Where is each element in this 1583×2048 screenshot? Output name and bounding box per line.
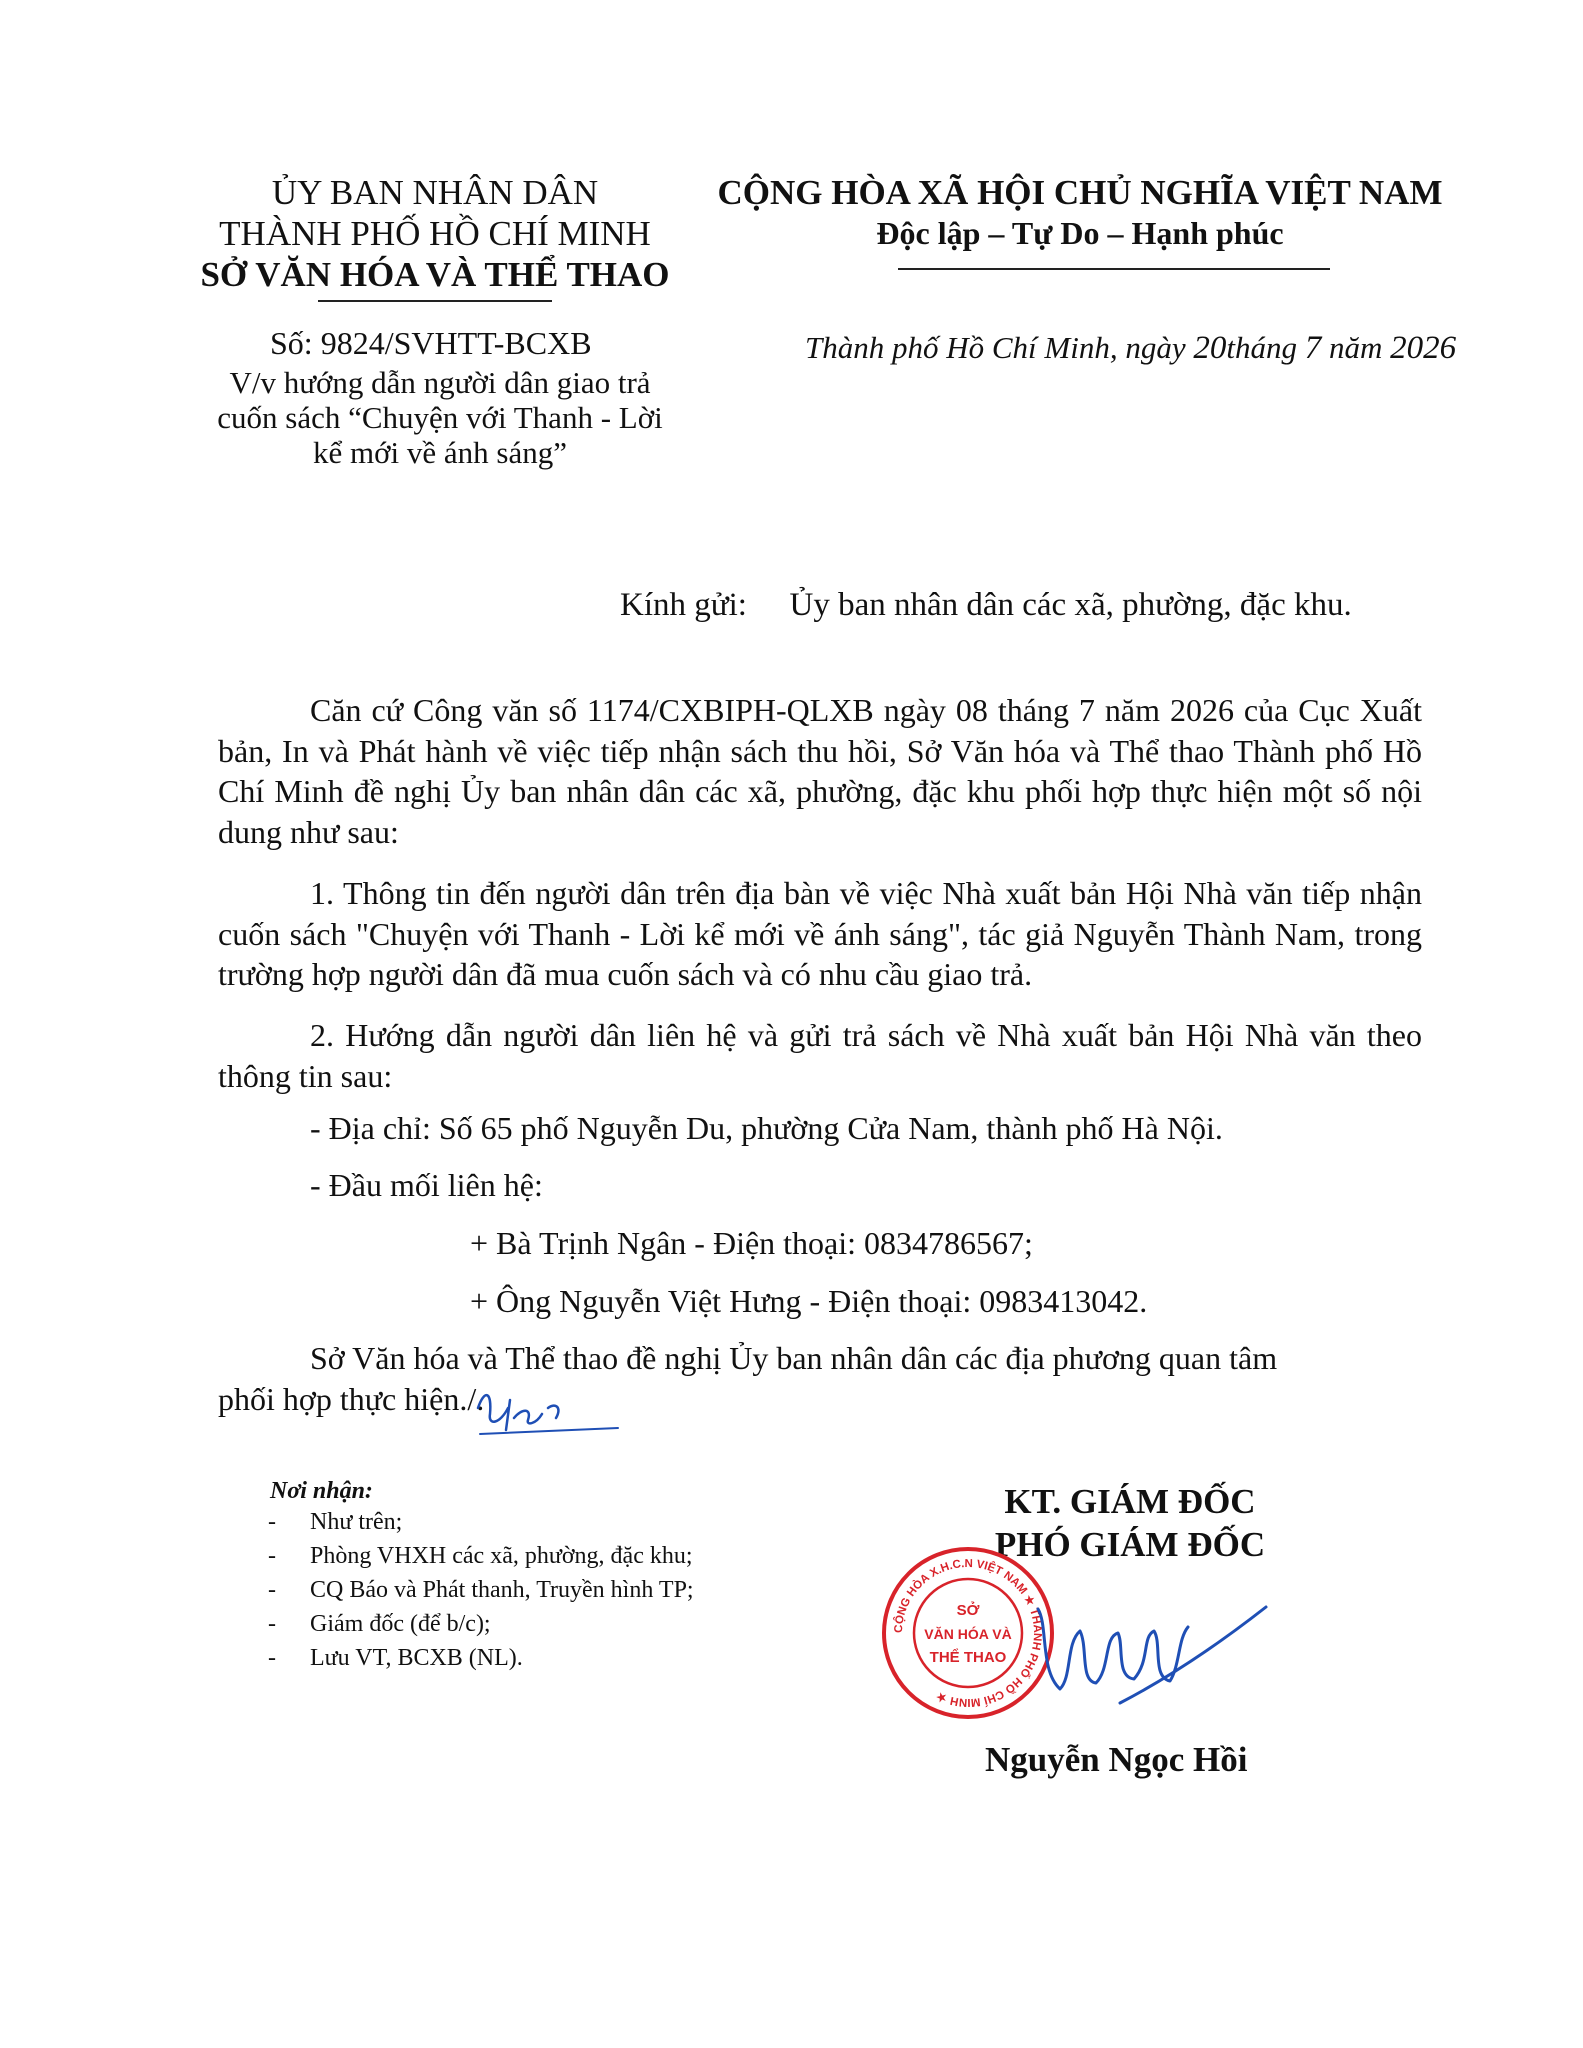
signature-title-2: PHÓ GIÁM ĐỐC: [994, 1525, 1266, 1564]
date-text: tháng: [1226, 330, 1305, 365]
signature-title-1: KT. GIÁM ĐỐC: [1004, 1482, 1256, 1521]
document-subject: [195, 365, 685, 470]
document-date: [805, 330, 1456, 367]
seal-center-line-3: THỂ THAO: [929, 1649, 1007, 1666]
initials-mark: [470, 1378, 620, 1438]
recipient-label: Kính gửi:: [620, 587, 747, 623]
distribution-item: - Lưu VT, BCXB (NL).: [268, 1645, 523, 1671]
recipient: [620, 587, 1352, 624]
item-1-paragraph: 1. Thông tin đến người dân trên địa bàn về việc Nhà xuất bản Hội Nhà văn tiếp nhận cuốn sách "Chuyện với Thanh - Lời kể mới về ánh sáng", tác giả Nguyễn Thành Nam, trong trường hợp người dân đã mua cuốn sách và có nhu cầu giao trả.: [218, 875, 1422, 992]
date-text: Thành phố Hồ Chí Minh, ngày: [805, 330, 1194, 365]
agency-line-3: SỞ VĂN HÓA VÀ THỂ THAO: [200, 255, 670, 294]
number-value: 9824/SVHTT-BCXB: [320, 325, 592, 361]
item-2-paragraph: 2. Hướng dẫn người dân liên hệ và gửi trả sách về Nhà xuất bản Hội Nhà văn theo thông tin sau:: [218, 1017, 1422, 1094]
distribution-item: - Phòng VHXH các xã, phường, đặc khu;: [268, 1543, 693, 1569]
subject-line: kể mới về ánh sáng”: [313, 435, 567, 470]
distribution-item: - CQ Báo và Phát thanh, Truyền hình TP;: [268, 1577, 694, 1603]
date-year: 2026: [1390, 330, 1457, 366]
closing-line-1: Sở Văn hóa và Thể thao đề nghị Ủy ban nhân dân các địa phương quan tâm: [310, 1340, 1278, 1376]
nation-motto: Độc lập – Tự Do – Hạnh phúc: [876, 215, 1284, 251]
agency-line-1: ỦY BAN NHÂN DÂN: [271, 173, 599, 212]
distribution-list: [268, 1505, 694, 1675]
distribution-item-text: Phòng VHXH các xã, phường, đặc khu;: [310, 1543, 693, 1569]
recipient-value: Ủy ban nhân dân các xã, phường, đặc khu.: [789, 587, 1352, 623]
distribution-item: - Như trên;: [268, 1509, 403, 1535]
distribution-item-text: CQ Báo và Phát thanh, Truyền hình TP;: [310, 1577, 694, 1603]
agency-underline: [318, 300, 552, 302]
signer-name: Nguyễn Ngọc Hồi: [985, 1740, 1248, 1779]
contact-2: + Ông Nguyễn Việt Hưng - Điện thoại: 0983413042.: [470, 1283, 1148, 1319]
date-day: 20: [1193, 330, 1227, 366]
nation-line-1: CỘNG HÒA XÃ HỘI CHỦ NGHĨA VIỆT NAM: [717, 173, 1443, 212]
national-header: [700, 172, 1460, 254]
distribution-item-text: Như trên;: [310, 1509, 403, 1535]
subject-line: V/v hướng dẫn người dân giao trả: [229, 365, 651, 400]
motto-underline: [898, 268, 1330, 270]
subject-line: cuốn sách “Chuyện với Thanh - Lời: [217, 400, 663, 435]
distribution-item-text: Lưu VT, BCXB (NL).: [310, 1645, 523, 1671]
number-prefix: Số:: [270, 325, 313, 361]
contact-label: - Đầu mối liên hệ:: [310, 1167, 543, 1203]
seal-ring-text: CỘNG HÒA X.H.C.N VIỆT NAM ★ THÀNH PHỐ HỒ CHÍ MINH ★: [892, 1557, 1044, 1709]
date-month: 7: [1304, 330, 1322, 366]
agency-header: [195, 172, 675, 295]
agency-line-2: THÀNH PHỐ HỒ CHÍ MINH: [219, 214, 651, 253]
date-text: năm: [1321, 330, 1391, 365]
handwritten-signature: [1030, 1585, 1270, 1715]
address-line: - Địa chỉ: Số 65 phố Nguyễn Du, phường Cửa Nam, thành phố Hà Nội.: [310, 1110, 1223, 1146]
distribution-item: - Giám đốc (để b/c);: [268, 1611, 491, 1637]
distribution-title: Nơi nhận:: [270, 1478, 373, 1504]
seal-center-line-1: SỞ: [956, 1602, 980, 1619]
seal-center-line-2: VĂN HÓA VÀ: [924, 1626, 1012, 1642]
closing-line-2: phối hợp thực hiện./.: [218, 1381, 485, 1417]
contact-1: + Bà Trịnh Ngân - Điện thoại: 0834786567;: [470, 1225, 1033, 1261]
distribution-item-text: Giám đốc (để b/c);: [310, 1611, 491, 1637]
document-number: [270, 325, 592, 362]
intro-paragraph: Căn cứ Công văn số 1174/CXBIPH-QLXB ngày 08 tháng 7 năm 2026 của Cục Xuất bản, In và Phát hành về việc tiếp nhận sách thu hồi, Sở Văn hóa và Thể thao Thành phố Hồ Chí Minh đề nghị Ủy ban nhân dân các xã, phường, đặc khu phối hợp thực hiện một số nội dung như sau:: [218, 692, 1422, 850]
